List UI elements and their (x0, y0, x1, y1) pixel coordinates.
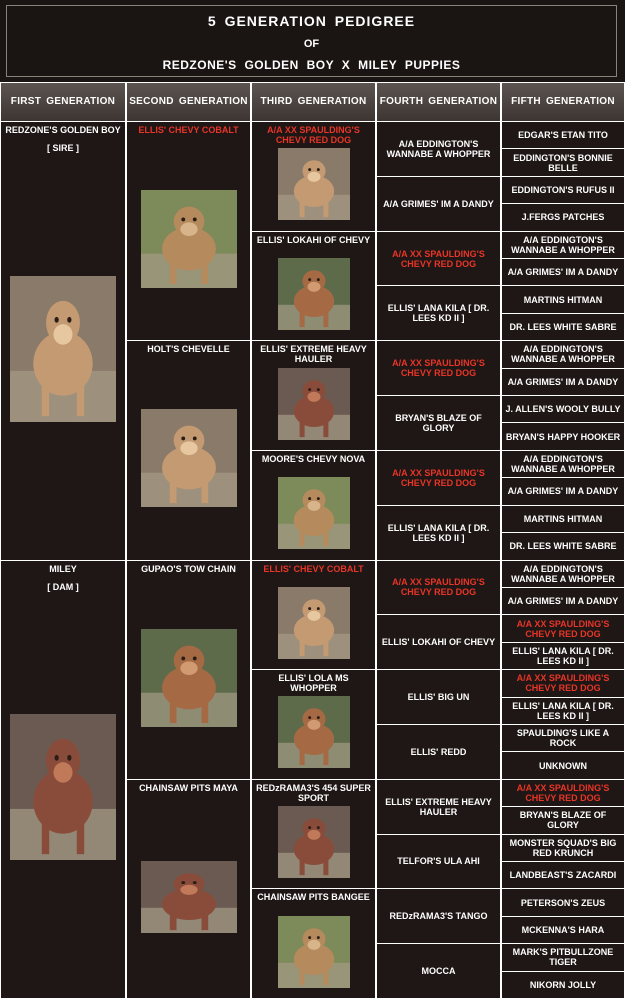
dog-name: A/A EDDINGTON'S WANNABE A WHOPPER (511, 234, 615, 255)
gen5-cell (502, 889, 624, 915)
dog-name: ELLIS' EXTREME HEAVY HAULER (385, 796, 492, 817)
gen5-cell (502, 807, 624, 833)
gen3-cell (252, 341, 375, 450)
dog-photo-graphic (10, 714, 116, 860)
gen5-cell (502, 561, 624, 587)
dog-photo-graphic (278, 148, 350, 220)
dog-photo (278, 806, 350, 878)
dog-name: A/A GRIMES' IM A DANDY (507, 267, 619, 278)
dog-name: A/A XX SPAULDING'S CHEVY RED DOG (516, 618, 610, 639)
gen3-label (252, 232, 375, 245)
gen5-cell (502, 615, 624, 641)
gen3-label (252, 122, 375, 145)
dog-name: REDzRAMA3'S 454 SUPER SPORT (256, 782, 371, 803)
gen5-cell (502, 314, 624, 340)
gen3-cell (252, 889, 375, 998)
dog-photo-graphic (278, 368, 350, 440)
gen5-cell (502, 232, 624, 258)
dog-name: MARTINS HITMAN (523, 294, 603, 305)
column-header-2 (127, 83, 250, 121)
gen5-cell (502, 835, 624, 861)
gen5-cell (502, 396, 624, 422)
dog-name: CHAINSAW PITS BANGEE (257, 892, 370, 903)
gen2-label (127, 561, 250, 574)
gen5-cell (502, 780, 624, 806)
gen2-label (127, 780, 250, 793)
gen5-cell (502, 341, 624, 367)
gen4-cell (377, 177, 500, 231)
parent-role: [ SIRE ] (46, 143, 79, 153)
gen5-cell (502, 423, 624, 449)
gen4-cell (377, 725, 500, 779)
dog-name: MCKENNA'S HARA (521, 924, 605, 935)
gen5-cell (502, 478, 624, 504)
column-header-4 (377, 83, 500, 121)
dog-name: A/A XX SPAULDING'S CHEVY RED DOG (267, 125, 360, 145)
dog-name: J. ALLEN'S WOOLY BULLY (505, 404, 621, 415)
dog-photo (141, 629, 237, 727)
gen4-cell (377, 889, 500, 943)
dog-name: BRYAN'S HAPPY HOOKER (505, 431, 621, 442)
gen3-label (252, 889, 375, 902)
dog-name: A/A EDDINGTON'S WANNABE A WHOPPER (511, 454, 615, 475)
dog-name: EDDINGTON'S RUFUS II (511, 185, 615, 196)
gen1-label (1, 561, 125, 592)
gen3-label (252, 780, 375, 803)
gen2-cell (127, 341, 250, 559)
dog-photo (278, 258, 350, 330)
gen3-cell (252, 122, 375, 231)
dog-photo-graphic (278, 916, 350, 988)
dog-name: TELFOR'S ULA AHI (397, 856, 480, 867)
dog-name: A/A GRIMES' IM A DANDY (507, 486, 619, 497)
gen2-cell (127, 122, 250, 340)
dog-name: A/A EDDINGTON'S WANNABE A WHOPPER (386, 138, 491, 159)
dog-photo (141, 409, 237, 507)
gen5-cell (502, 670, 624, 696)
parent-role: [ DAM ] (47, 581, 79, 592)
gen4-cell (377, 122, 500, 176)
dog-name: A/A XX SPAULDING'S CHEVY RED DOG (516, 673, 610, 694)
gen5-cell (502, 369, 624, 395)
dog-name: ELLIS' BIG UN (407, 692, 470, 703)
gen3-cell (252, 232, 375, 341)
gen3-label (252, 561, 375, 574)
dog-photo (141, 861, 237, 933)
dog-photo-graphic (278, 806, 350, 878)
gen5-cell (502, 149, 624, 175)
pedigree-title: 5 GENERATION PEDIGREE (207, 13, 416, 29)
gen3-cell (252, 670, 375, 779)
pedigree-header (0, 0, 625, 82)
gen5-cell (502, 752, 624, 778)
dog-name: MONSTER SQUAD'S BIG RED KRUNCH (509, 837, 617, 858)
dog-name: A/A XX SPAULDING'S CHEVY RED DOG (392, 358, 485, 379)
pedigree-of-label: OF (303, 38, 320, 50)
header-frame (6, 5, 617, 77)
dog-photo-graphic (10, 276, 116, 422)
gen4-cell (377, 396, 500, 450)
dog-name: ELLIS' CHEVY COBALT (263, 563, 364, 574)
gen4-cell (377, 561, 500, 615)
gen5-cell (502, 259, 624, 285)
gen5-cell (502, 286, 624, 312)
gen3-label (252, 670, 375, 693)
column-header-label: FIRST GENERATION (10, 96, 116, 107)
dog-name: HOLT'S CHEVELLE (147, 344, 230, 355)
dog-name: ELLIS' LOKAHI OF CHEVY (381, 637, 496, 648)
dog-name: SPAULDING'S LIKE A ROCK (516, 728, 610, 749)
dog-name: MILEY (49, 563, 77, 574)
dog-name: A/A GRIMES' IM A DANDY (383, 198, 494, 209)
dog-photo (10, 714, 116, 860)
dog-name: DR. LEES WHITE SABRE (509, 541, 617, 552)
dog-name: ELLIS' LANA KILA [ DR. LEES KD II ] (387, 303, 490, 324)
gen2-cell (127, 780, 250, 998)
column-header-1 (1, 83, 125, 121)
dog-name: NIKORN JOLLY (529, 979, 597, 990)
gen2-label (127, 122, 250, 135)
dog-name: A/A XX SPAULDING'S CHEVY RED DOG (516, 782, 610, 803)
gen4-cell (377, 286, 500, 340)
dog-name: MARTINS HITMAN (523, 513, 603, 524)
dog-name: ELLIS' EXTREME HEAVY HAULER (260, 344, 367, 365)
dog-name: ELLIS' LOLA MS WHOPPER (278, 673, 349, 694)
column-header-label: FIFTH GENERATION (511, 96, 615, 107)
dog-name: PETERSON'S ZEUS (520, 897, 606, 908)
dog-name: A/A XX SPAULDING'S CHEVY RED DOG (392, 248, 485, 269)
dog-photo (278, 587, 350, 659)
dog-photo-graphic (278, 477, 350, 549)
dog-name: GUPAO'S TOW CHAIN (141, 563, 236, 574)
dog-photo-graphic (278, 258, 350, 330)
column-header-5 (502, 83, 624, 121)
gen5-cell (502, 122, 624, 148)
dog-name: ELLIS' LANA KILA [ DR. LEES KD II ] (512, 700, 614, 721)
dog-name: MARK'S PITBULLZONE TIGER (512, 947, 614, 968)
gen4-cell (377, 341, 500, 395)
column-header-label: SECOND GENERATION (129, 96, 248, 107)
dam-cell (1, 561, 125, 999)
gen4-cell (377, 670, 500, 724)
dog-photo (141, 190, 237, 288)
gen5-cell (502, 725, 624, 751)
dog-name: LANDBEAST'S ZACARDI (509, 870, 617, 881)
dog-name: ELLIS' CHEVY COBALT (138, 125, 239, 135)
gen4-cell (377, 835, 500, 889)
gen5-cell (502, 917, 624, 943)
dog-name: UNKNOWN (539, 760, 587, 771)
dog-name: BRYAN'S BLAZE OF GLORY (395, 412, 482, 433)
gen5-cell (502, 177, 624, 203)
dog-photo (278, 477, 350, 549)
dog-name: REDZONE'S GOLDEN BOY (5, 125, 121, 135)
dog-photo (10, 276, 116, 422)
dog-name: MOORE'S CHEVY NOVA (261, 453, 366, 464)
dog-name: A/A XX SPAULDING'S CHEVY RED DOG (392, 467, 485, 488)
dog-photo (278, 368, 350, 440)
gen3-cell (252, 780, 375, 889)
dog-name: ELLIS' LANA KILA [ DR. LEES KD II ] (387, 522, 490, 543)
gen1-label (1, 122, 125, 153)
gen5-cell (502, 862, 624, 888)
gen4-cell (377, 232, 500, 286)
gen3-label (252, 451, 375, 464)
dog-name: J.FERGS PATCHES (521, 212, 605, 223)
dog-photo-graphic (141, 861, 237, 933)
dog-name: ELLIS' LANA KILA [ DR. LEES KD II ] (512, 645, 614, 666)
gen4-cell (377, 506, 500, 560)
gen4-cell (377, 451, 500, 505)
dog-name: REDzRAMA3'S TANGO (389, 911, 488, 922)
dog-photo (278, 148, 350, 220)
gen5-cell (502, 506, 624, 532)
gen5-cell (502, 972, 624, 998)
dog-name: MOCCA (421, 966, 456, 977)
gen2-label (127, 341, 250, 354)
gen5-cell (502, 451, 624, 477)
dog-name: A/A EDDINGTON'S WANNABE A WHOPPER (511, 344, 615, 365)
dog-photo-graphic (278, 696, 350, 768)
gen4-cell (377, 780, 500, 834)
dog-photo-graphic (141, 190, 237, 288)
dog-name: A/A GRIMES' IM A DANDY (507, 596, 619, 607)
dog-name: DR. LEES WHITE SABRE (509, 322, 617, 333)
gen5-cell (502, 533, 624, 559)
dog-name: A/A XX SPAULDING'S CHEVY RED DOG (392, 577, 485, 598)
gen4-cell (377, 615, 500, 669)
pedigree-subtitle: REDZONE'S GOLDEN BOY X MILEY PUPPIES (162, 58, 461, 72)
dog-name: EDGAR'S ETAN TITO (518, 130, 608, 141)
dog-name: BRYAN'S BLAZE OF GLORY (519, 810, 607, 831)
dog-photo-graphic (141, 409, 237, 507)
dog-photo-graphic (141, 629, 237, 727)
column-header-3 (252, 83, 375, 121)
gen2-cell (127, 561, 250, 779)
column-header-label: FOURTH GENERATION (379, 96, 498, 107)
gen5-cell (502, 944, 624, 970)
dog-name: ELLIS' LOKAHI OF CHEVY (256, 234, 371, 245)
gen5-cell (502, 588, 624, 614)
dog-name: ELLIS' REDD (410, 746, 467, 757)
dog-photo (278, 916, 350, 988)
gen5-cell (502, 204, 624, 230)
dog-photo (278, 696, 350, 768)
gen3-cell (252, 451, 375, 560)
dog-name: EDDINGTON'S BONNIE BELLE (513, 152, 613, 173)
dog-name: A/A EDDINGTON'S WANNABE A WHOPPER (511, 563, 615, 584)
column-header-label: THIRD GENERATION (260, 96, 367, 107)
gen5-cell (502, 698, 624, 724)
sire-cell (1, 122, 125, 560)
gen3-label (252, 341, 375, 364)
dog-photo-graphic (278, 587, 350, 659)
gen3-cell (252, 561, 375, 670)
gen4-cell (377, 944, 500, 998)
gen5-cell (502, 643, 624, 669)
dog-name: A/A GRIMES' IM A DANDY (507, 376, 619, 387)
dog-name: CHAINSAW PITS MAYA (139, 782, 238, 793)
